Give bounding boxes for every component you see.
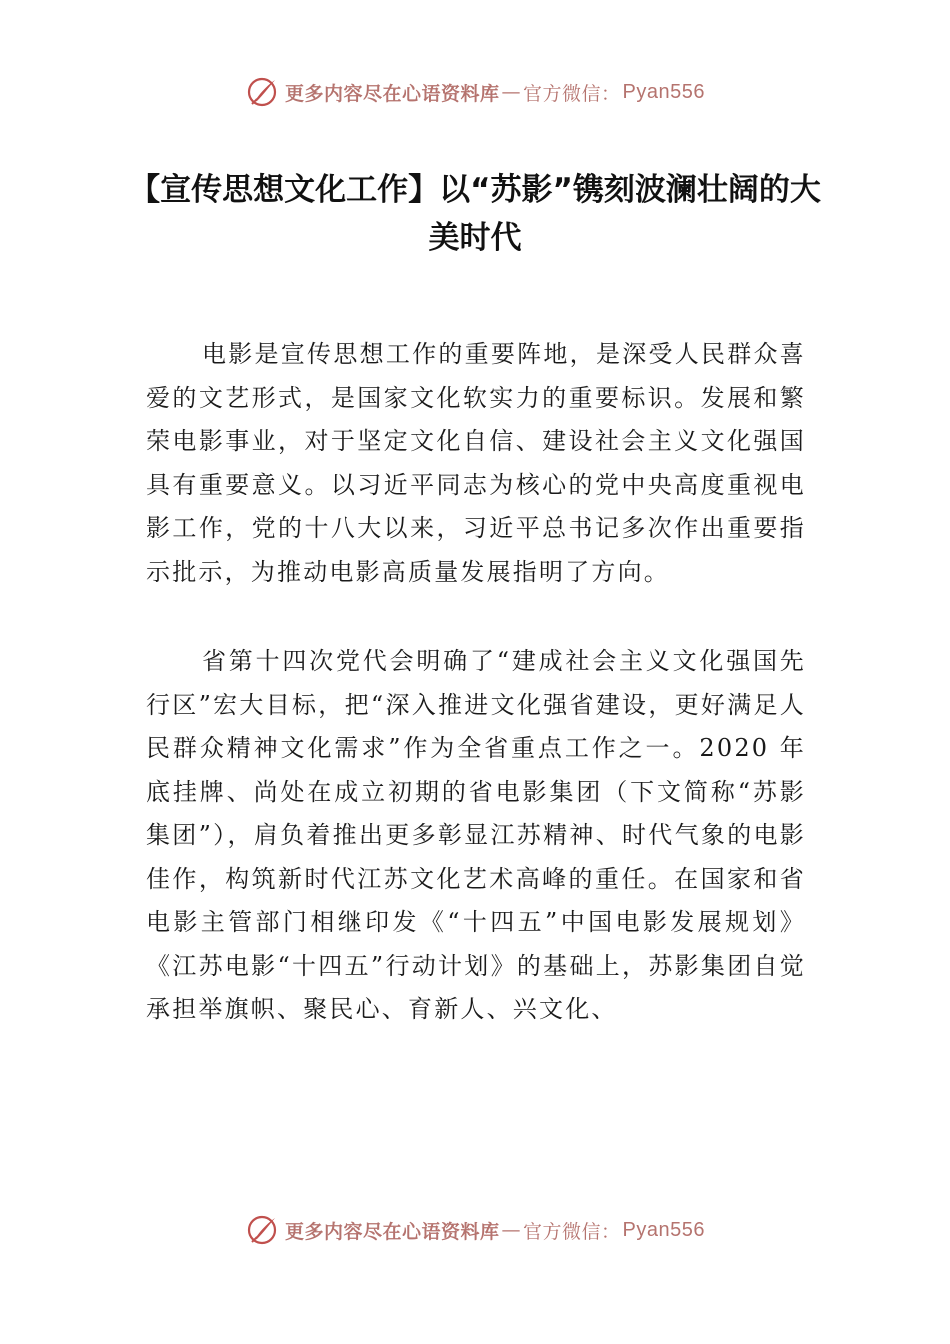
document-title: 【宣传思想文化工作】以“苏影”镌刻波澜壮阔的大美时代 <box>129 172 821 256</box>
quill-logo-icon <box>245 1213 279 1247</box>
wechat-id: Pyan556 <box>622 1218 705 1241</box>
footer-banner <box>0 1210 950 1250</box>
quill-logo-icon <box>245 75 279 109</box>
wechat-id: Pyan556 <box>622 80 705 103</box>
brand-text: 更多内容尽在心语资料库 <box>285 82 500 105</box>
body-paragraph-2: 省第十四次党代会明确了“建成社会主义文化强国先行区”宏大目标，把“深入推进文化强省建设，更好满足人民群众精神文化需求”作为全省重点工作之一。2020 年底挂牌、尚处在成立初期的省电影集团（下文简称“苏影集团”），肩负着推出更多彰显江苏精神、时代气象的电影佳作，构筑新时代江苏文化艺术高峰的重任。在国家和省电影主管部门相继印发《“十四五”中国电影发展规划》《江苏电影“十四五”行动计划》的基础上，苏影集团自觉承担举旗帜、聚民心、育新人、兴文化、 <box>146 647 806 1023</box>
wechat-label: 官方微信： <box>523 1220 621 1243</box>
banner-separator: — <box>501 1219 522 1241</box>
body-paragraph-1: 电影是宣传思想工作的重要阵地，是深受人民群众喜爱的文艺形式，是国家文化软实力的重要标识。发展和繁荣电影事业，对于坚定文化自信、建设社会主义文化强国具有重要意义。以习近平同志为核心的党中央高度重视电影工作，党的十八大以来，习近平总书记多次作出重要指示批示，为推动电影高质量发展指明了方向。 <box>146 340 806 586</box>
wechat-label: 官方微信： <box>523 82 621 105</box>
header-banner <box>0 72 950 112</box>
banner-separator: — <box>501 81 522 103</box>
brand-text: 更多内容尽在心语资料库 <box>285 1220 500 1243</box>
